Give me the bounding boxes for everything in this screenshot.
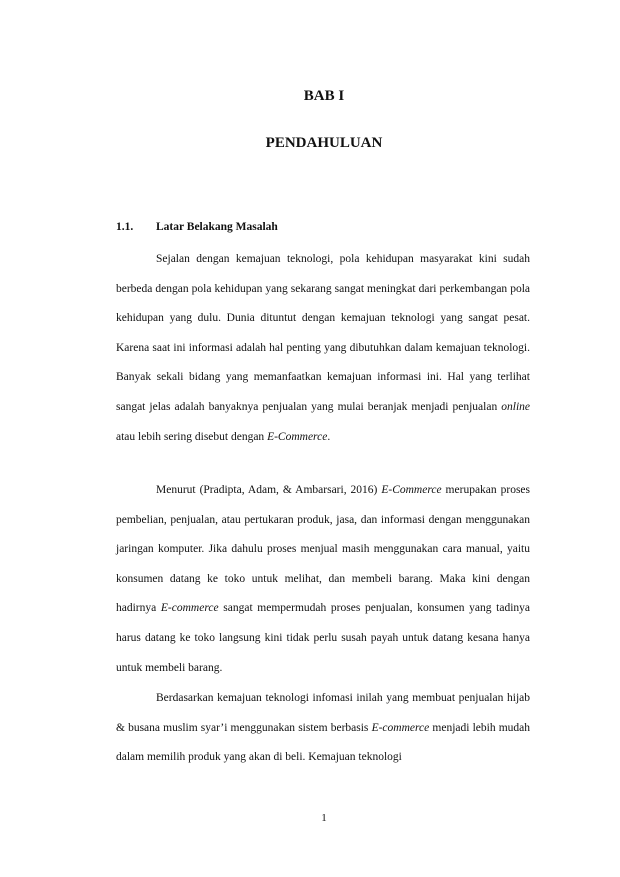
paragraph-1-term-online: online (501, 400, 530, 413)
page-number: 1 (321, 812, 327, 824)
paragraph-2-term-ecommerce: E-Commerce (381, 484, 442, 496)
paragraph-1-text-a: Sejalan dengan kemajuan teknologi, pola kehidupan masyarakat kini sudah berbeda dengan pola kehidupan yang sekarang sangat meningkat dari perkembangan pola kehidupan yang dulu. Dunia dituntut dengan kemajuan teknologi yang sangat pesat. Karena saat ini informasi adalah hal penting yang dibutuhkan dalam kemajuan teknologi. Banyak sekali bidang yang memanfaatkan kemajuan informasi ini. Hal yang terlihat sangat jelas adalah banyaknya penjualan yang mulai beranjak menjadi penjualan (116, 253, 530, 413)
paragraph-3 (116, 684, 530, 773)
paragraph-2-text-a: Menurut (Pradipta, Adam, & Ambarsari, 2016) (156, 484, 382, 496)
paragraph-2 (116, 476, 530, 683)
paragraph-2-text-b: merupakan proses pembelian, penjualan, atau pertukaran produk, jasa, dan informasi dengan menggunakan jaringan komputer. Jika dahulu proses menjual masih menggunakan cara manual, yaitu konsumen datang ke toko untuk melihat, dan membeli barang. Maka kini dengan hadirnya (116, 484, 530, 615)
paragraph-1 (116, 245, 530, 452)
paragraph-1-text-b: atau lebih sering disebut dengan (116, 430, 268, 443)
paragraph-2-term-ecommerce-2: E-commerce (160, 602, 219, 615)
section-title: Latar Belakang Masalah (156, 221, 278, 233)
paragraph-1-text-c: . (327, 430, 331, 443)
chapter-number: BAB I (303, 88, 345, 104)
paragraph-2-text-c: sangat mempermudah proses penjualan, konsumen yang tadinya harus datang ke toko langsung kini tidak perlu susah payah untuk datang kesana hanya untuk membeli barang. (116, 602, 531, 674)
section-number: 1.1. (116, 221, 134, 233)
section-heading (116, 221, 278, 233)
paragraph-1-term-ecommerce: E-Commerce (267, 430, 328, 443)
paragraph-3-text-b: menjadi lebih mudah dalam memilih produk yang akan di beli. Kemajuan teknologi (116, 721, 531, 764)
paragraph-3-term-ecommerce: E-commerce (371, 721, 430, 734)
chapter-title: PENDAHULUAN (265, 135, 383, 151)
paragraph-3-text-a: Berdasarkan kemajuan teknologi infomasi inilah yang membuat penjualan hijab & busana muslim syar’i menggunakan sistem berbasis (116, 692, 530, 734)
